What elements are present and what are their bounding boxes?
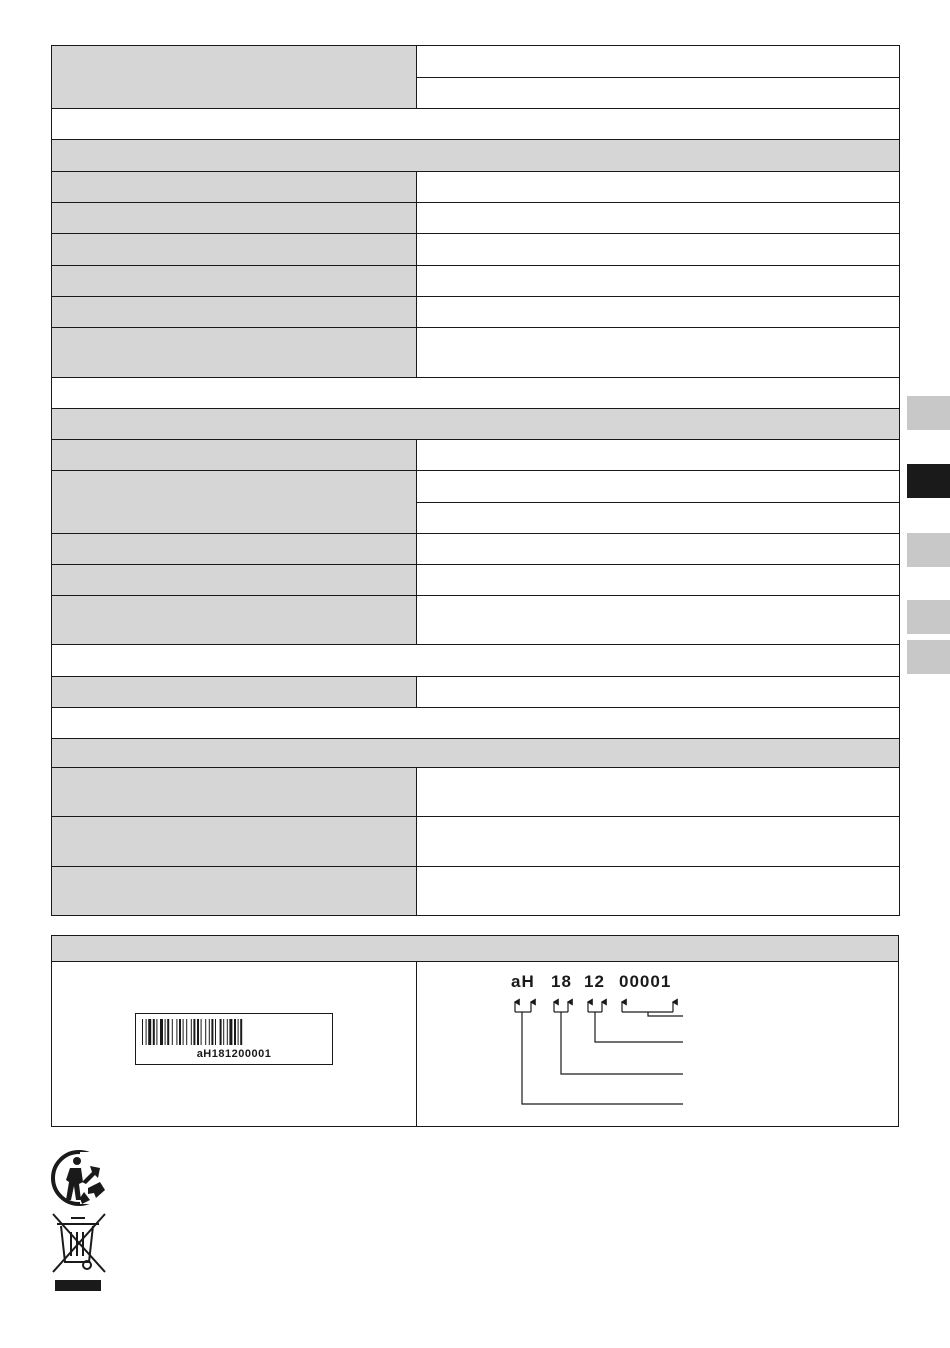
spec-label-cell — [52, 564, 416, 595]
row-divider — [52, 171, 899, 172]
spec-label-cell — [52, 46, 416, 108]
side-tab — [907, 600, 950, 634]
side-tab-active — [907, 464, 950, 498]
barcode-bar — [227, 1019, 228, 1045]
column-divider — [416, 439, 417, 644]
barcode-bar — [146, 1019, 147, 1045]
spec-label-cell — [52, 171, 416, 202]
serial-segment-month: 12 — [584, 972, 605, 991]
row-divider — [52, 377, 899, 378]
spec-label-cell — [52, 470, 416, 533]
side-tab — [907, 396, 950, 430]
row-divider — [52, 866, 899, 867]
spec-label-cell — [52, 202, 416, 233]
serial-segment-number: 00001 — [619, 972, 672, 991]
barcode-bar — [238, 1019, 239, 1045]
barcode-bar — [153, 1019, 155, 1045]
barcode-icon — [136, 1014, 332, 1046]
barcode-bar — [186, 1019, 187, 1045]
row-divider — [52, 595, 899, 596]
barcode-bar — [179, 1019, 181, 1045]
barcode-bar — [193, 1019, 195, 1045]
row-divider — [52, 707, 899, 708]
side-tab — [907, 533, 950, 567]
column-divider — [416, 46, 417, 108]
spec-table — [51, 45, 900, 916]
row-divider — [52, 816, 899, 817]
serial-segment-year: 18 — [551, 972, 572, 991]
barcode-bar — [234, 1019, 236, 1045]
barcode-bar — [142, 1019, 143, 1045]
barcode-bar — [205, 1019, 206, 1045]
row-divider — [416, 77, 899, 78]
row-divider — [52, 108, 899, 109]
spec-label-cell — [52, 767, 416, 816]
row-divider — [52, 961, 898, 962]
barcode-bar — [172, 1019, 173, 1045]
serial-table-header — [52, 936, 898, 961]
spec-label-cell — [52, 265, 416, 296]
barcode-bar — [197, 1019, 199, 1045]
barcode-bar — [165, 1019, 166, 1045]
barcode-label — [135, 1013, 333, 1065]
barcode-bar — [220, 1019, 222, 1045]
barcode-bar — [223, 1019, 224, 1045]
row-divider — [52, 533, 899, 534]
row-divider — [52, 265, 899, 266]
spec-label-cell — [52, 234, 416, 265]
spec-label-cell — [52, 296, 416, 327]
row-divider — [52, 327, 899, 328]
column-divider — [416, 961, 417, 1126]
spec-label-cell — [52, 816, 416, 866]
row-divider — [416, 502, 899, 503]
barcode-bar — [240, 1019, 242, 1045]
barcode-bar — [183, 1019, 184, 1045]
barcode-bar — [148, 1019, 151, 1045]
row-divider — [52, 470, 899, 471]
barcode-bar — [209, 1019, 210, 1045]
spec-label-cell — [52, 866, 416, 915]
spec-label-cell — [52, 533, 416, 564]
spec-label-cell — [52, 676, 416, 707]
section-header — [52, 408, 899, 439]
barcode-bar — [229, 1019, 232, 1045]
barcode-bar — [201, 1019, 202, 1045]
side-tab — [907, 640, 950, 674]
barcode-bar — [215, 1019, 216, 1045]
barcode-bar — [211, 1019, 213, 1045]
crossed-out-wheelie-bin-icon — [49, 1212, 109, 1294]
section-header — [52, 140, 899, 171]
triman-recycling-icon — [50, 1148, 110, 1208]
barcode-number: aH181200001 — [196, 1048, 272, 1060]
row-divider — [52, 202, 899, 203]
spec-label-cell — [52, 439, 416, 470]
barcode-bar — [156, 1019, 157, 1045]
column-divider — [416, 171, 417, 377]
spec-label-cell — [52, 595, 416, 644]
row-divider — [52, 296, 899, 297]
section-header — [52, 738, 899, 767]
row-divider — [52, 233, 899, 234]
row-divider — [52, 644, 899, 645]
row-divider — [52, 564, 899, 565]
row-divider — [52, 439, 899, 440]
column-divider — [416, 676, 417, 707]
row-divider — [52, 738, 899, 739]
barcode-bar — [191, 1019, 192, 1045]
row-divider — [52, 139, 899, 140]
row-divider — [52, 676, 899, 677]
serial-segment-prefix: aH — [511, 972, 535, 991]
row-divider — [52, 408, 899, 409]
spec-label-cell — [52, 327, 416, 377]
row-divider — [52, 767, 899, 768]
barcode-bar — [160, 1019, 163, 1045]
column-divider — [416, 767, 417, 915]
barcode-bar — [167, 1019, 169, 1045]
barcode-bar — [176, 1019, 177, 1045]
